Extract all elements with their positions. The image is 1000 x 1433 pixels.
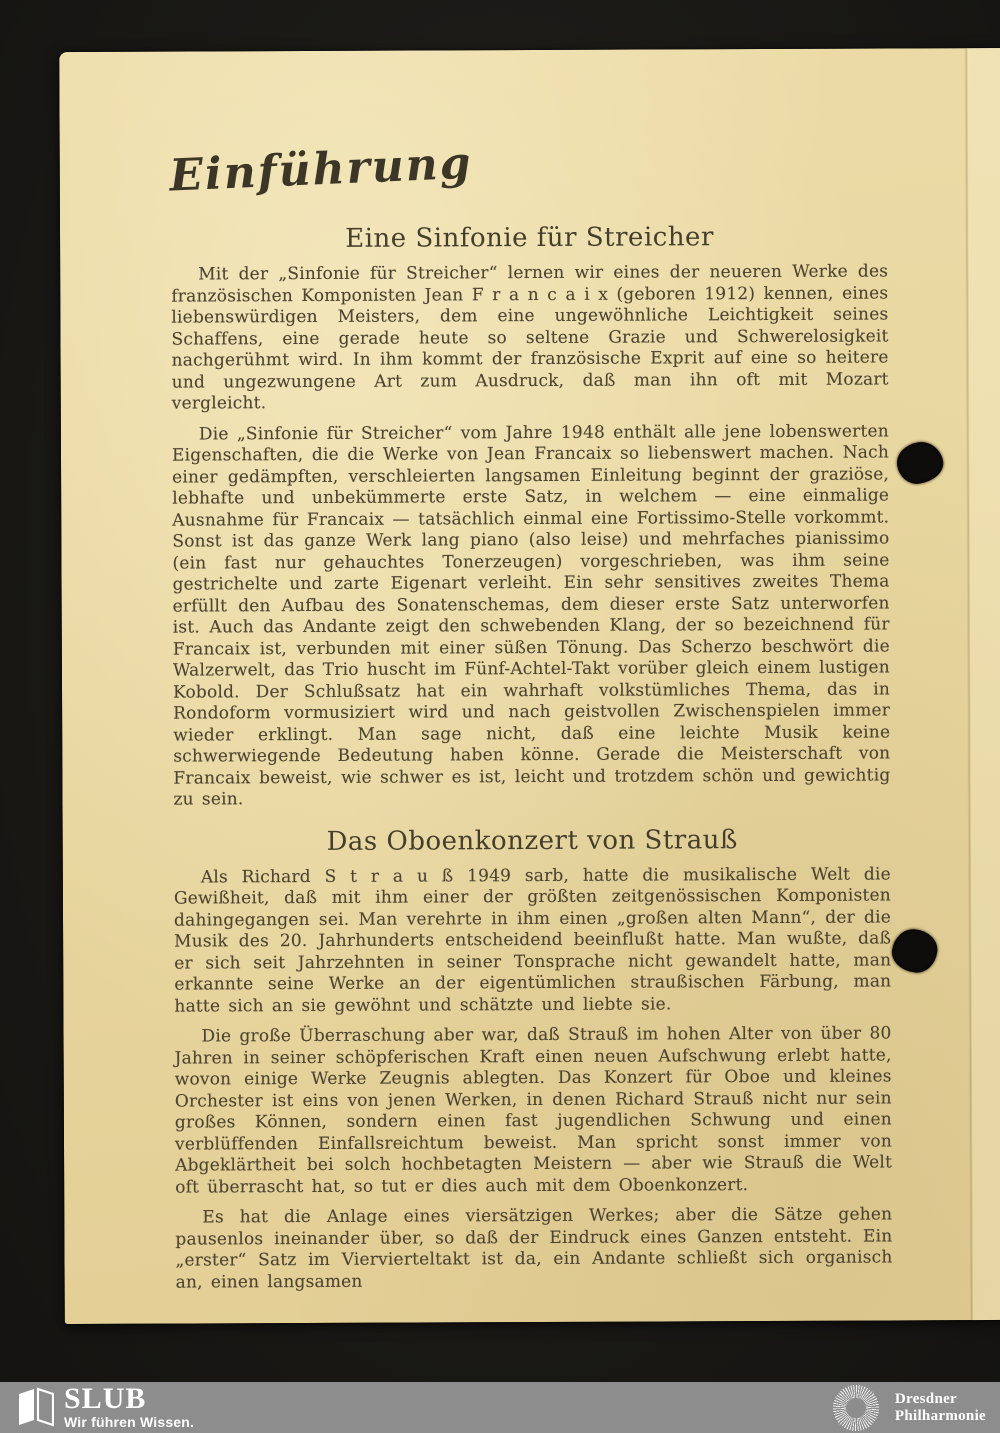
philharmonie-name-line2: Philharmonie [894,1407,986,1424]
slub-book-icon [18,1387,54,1431]
section-title-oboenkonzert: Das Oboenkonzert von Strauß [326,824,738,857]
punch-hole-top [894,439,945,486]
document-page [59,48,1000,1324]
slub-tagline: Wir führen Wissen. [64,1414,195,1430]
paragraph-sinfonie-1: Mit der „Sinfonie für Streicher“ lernen wir eines der neueren Werke des französischen Komponisten Jean F r a n c a i x (geboren 1912) kennen, eines liebenswürdigen Meisters, dem eine ungewöhnliche Leichtigkeit seines Schaffens, eine gerade heute so seltene Grazie und Schwerelosigkeit nachgerühmt wird. In ihm kommt der französische Exprit auf eine so heitere und ungezwungene Art zum Ausdruck, daß man ihn oft mit Mozart vergleicht. [171,261,889,414]
page-fold-line [964,48,974,1320]
philharmonie-starburst-icon [833,1385,879,1431]
paragraph-sinfonie-2: Die „Sinfonie für Streicher“ vom Jahre 1948 enthält alle jene lobenswerten Eigenschaften, die die Werke von Jean Francaix so liebenswert machen. Nach einer gedämpften, verschleierten langsamen Einleitung beginnt der graziöse, lebhafte und unbekümmerte erste Satz, in welchem — eine einmalige Ausnahme für Francaix — tatsächlich einmal eine Fortissimo-Stelle vorkommt. Sonst ist das ganze Werk lang piano (also leise) und mehrfaches pianissimo (ein fast nur gehauchtes Tonerzeugen) vorgeschrieben, was ihm seine gestrichelte und zarte Eigenart verleiht. Ein sehr sensitives zweites Thema erfüllt den Aufbau des Sonatenschemas, dem dieser erste Satz unterworfen ist. Auch das Andante zeigt den schwebenden Klang, der so bezeichnend für Francaix ist, verbunden mit einer süßen Tönung. Das Scherzo beschwört die Walzerwelt, das Trio huscht im Fünf-Achtel-Takt vorüber gleich einem lustigen Kobold. Der Schlußsatz hat ein wahrhaft volkstümliches Thema, das in Rondoform vormusiziert wird und nach geistvollen Zwischenspielen immer wieder erklingt. Man sage nicht, daß eine leichte Musik keine schwerwiegende Bedeutung haben könne. Gerade die Meisterschaft von Francaix beweist, wie schwer es ist, leicht und trotzdem schön und gewichtig zu sein. [171,420,891,810]
dresdner-philharmonie-logo [833,1385,1000,1431]
slub-logo [0,1384,194,1431]
viewer-footer-bar [0,1382,1000,1433]
page-text-column [170,48,892,1293]
philharmonie-name-line1: Dresdner [894,1390,958,1407]
section-title-sinfonie: Eine Sinfonie für Streicher [345,222,714,254]
punch-hole-bottom [890,927,939,974]
philharmonie-wordmark [895,1391,986,1425]
paragraph-strauss-1: Als Richard S t r a u ß 1949 sarb, hatte die musikalische Welt die Gewißheit, daß mit ihm einer der größten zeitgenössischen Komponisten dahingegangen sei. Man verehrte in ihm einen „großen alten Mann“, der die Musik des 20. Jahrhunderts entscheidend beeinflußt hatte. Man wußte, daß er sich seit Jahrzehnten in seiner Tonsprache nicht gewandelt hatte, man erkannte seine Werke an der eigentümlichen straußischen Färbung, man hatte sich an sie gewöhnt und schätzte und liebte sie. [173,863,892,1017]
slub-name: SLUB [64,1382,147,1415]
paragraph-strauss-3: Es hat die Anlage eines viersätzigen Werkes; aber die Sätze gehen pausenlos ineinander über, so daß der Eindruck eines Ganzen entsteht. Ein „erster“ Satz im Viervierteltakt ist da, ein Andante schließt sich organisch an, einen langsamen [175,1204,893,1293]
handwritten-heading: Einführung [168,137,474,202]
slub-wordmark [64,1384,194,1430]
underlying-page-edge [968,48,1000,1320]
paragraph-strauss-2: Die große Überraschung aber war, daß Strauß im hohen Alter von über 80 Jahren in seiner schöpferischen Kraft einen neuen Aufschwung erlebt hatte, wovon einige Werke Zeugnis ablegten. Das Konzert für Oboe und kleines Orchester ist eins von jenen Werken, in denen Richard Strauß nicht nur sein großes Können, sondern einen fast jugendlichen Schwung und einen verblüffenden Einfallsreichtum beweist. Man spricht sonst immer von Abgeklärtheit bei solch hochbetagten Meistern — aber wie Strauß die Welt oft überrascht hat, so tut er dies auch mit dem Oboenkonzert. [174,1023,893,1198]
